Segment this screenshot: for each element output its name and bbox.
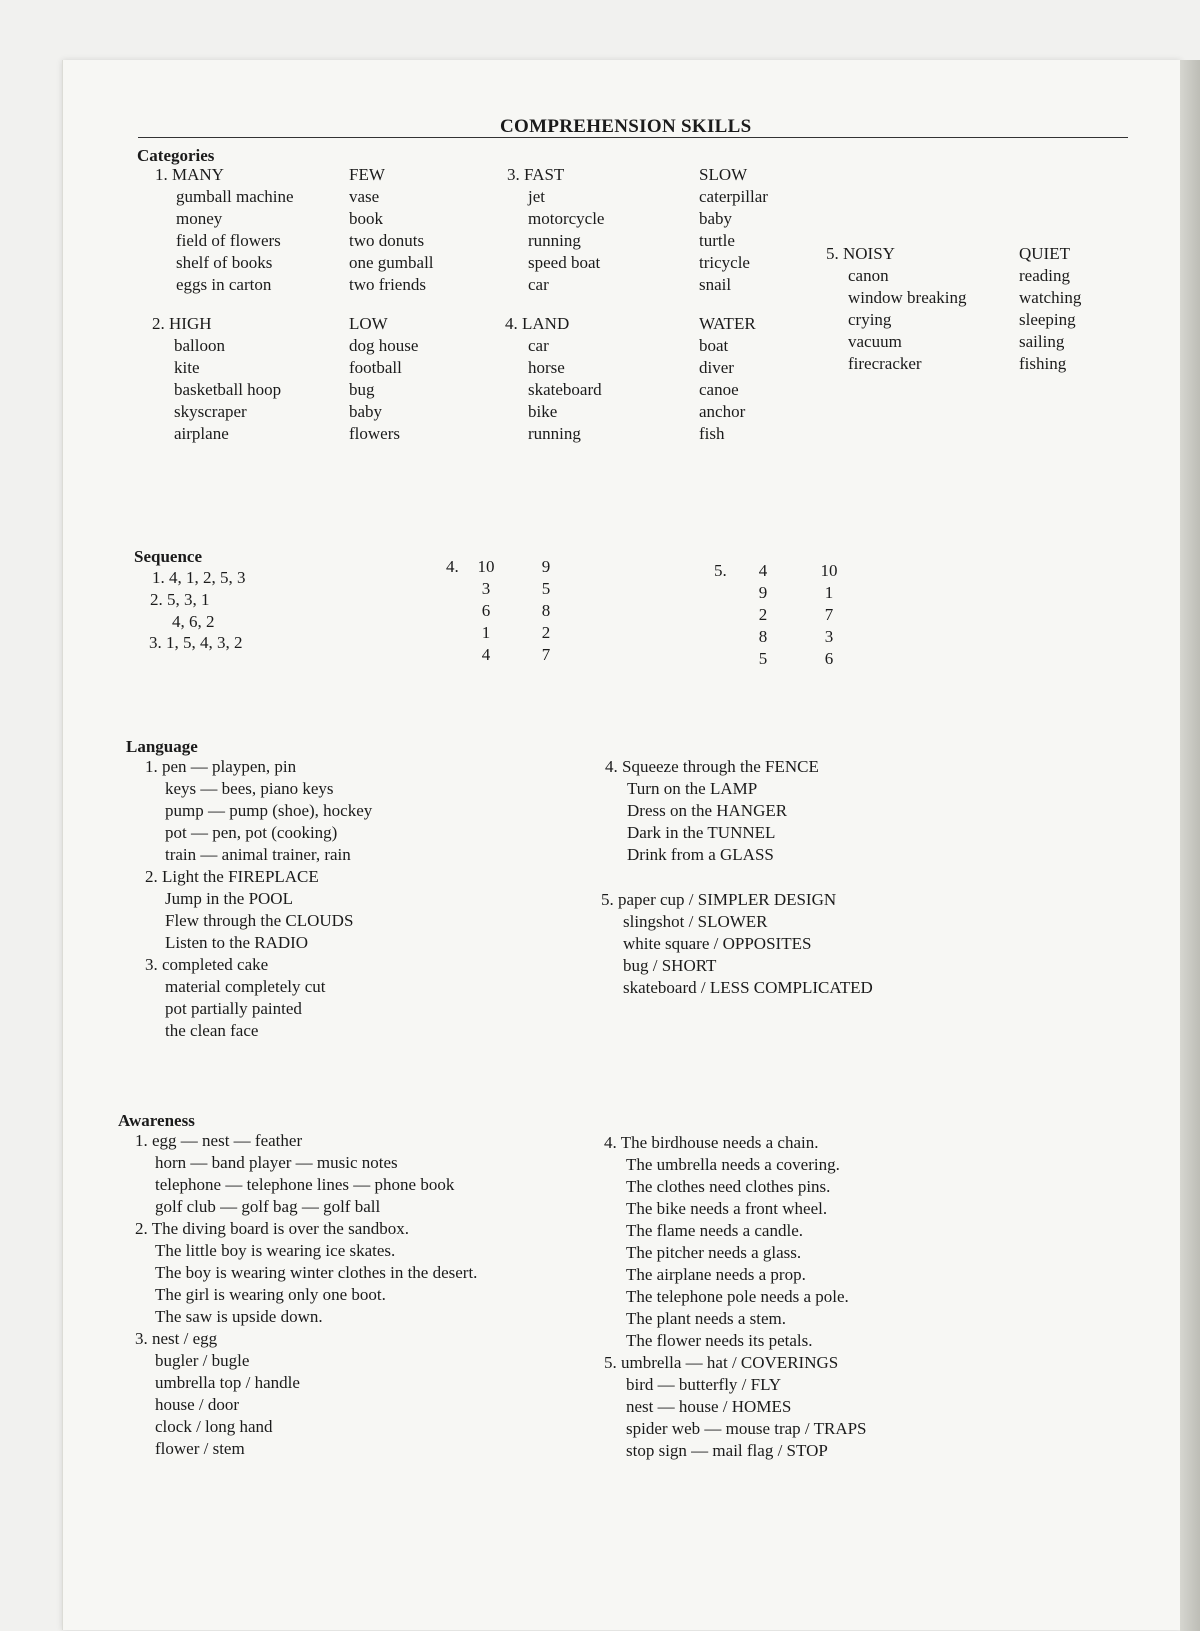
awareness-right-col-line: stop sign — mail flag / STOP xyxy=(626,1441,828,1460)
cat-col-few-line: one gumball xyxy=(349,253,434,272)
awareness-right-col xyxy=(604,1132,867,1462)
cat-col-water-line: anchor xyxy=(699,402,746,421)
cat-col-fast-line: jet xyxy=(528,187,545,206)
awareness-right-col-line: The airplane needs a prop. xyxy=(626,1265,806,1284)
sequence-4-col-b xyxy=(535,556,557,666)
cat-col-fast-line: car xyxy=(528,275,549,294)
cat-col-water-line: boat xyxy=(699,336,729,355)
cat-col-slow-line: turtle xyxy=(699,231,735,250)
cat-col-slow-line: baby xyxy=(699,209,733,228)
cat-col-land-line: car xyxy=(528,336,549,355)
cat-col-noisy-line: crying xyxy=(848,310,892,329)
awareness-left-col-line: 3. nest / egg xyxy=(135,1329,218,1348)
cat-col-fast-line: 3. FAST xyxy=(507,165,565,184)
language-left-col-line: 2. Light the FIREPLACE xyxy=(145,867,319,886)
sequence-5-label: 5. xyxy=(714,561,727,580)
cat-col-many-line: 1. MANY xyxy=(155,165,224,184)
awareness-left-col-line: 1. egg — nest — feather xyxy=(135,1131,303,1150)
sequence-5-col-a-line: 2 xyxy=(758,605,768,624)
cat-col-many-line: money xyxy=(176,209,223,228)
cat-col-slow-line: caterpillar xyxy=(699,187,768,206)
awareness-left-col-line: horn — band player — music notes xyxy=(155,1153,398,1172)
awareness-left-col-line: The little boy is wearing ice skates. xyxy=(155,1241,396,1260)
cat-col-quiet-line: fishing xyxy=(1019,354,1067,373)
sequence-heading: Sequence xyxy=(134,547,202,566)
language-left-col-line: Jump in the POOL xyxy=(165,889,293,908)
awareness-left-col-line: house / door xyxy=(155,1395,240,1414)
awareness-right-col-line: 5. umbrella — hat / COVERINGS xyxy=(604,1353,839,1372)
awareness-left-col-line: The saw is upside down. xyxy=(155,1307,323,1326)
language-left-col-line: keys — bees, piano keys xyxy=(165,779,334,798)
cat-col-high-line: skyscraper xyxy=(174,402,247,421)
cat-col-noisy xyxy=(826,243,967,375)
sequence-5-col-a-line: 9 xyxy=(758,583,768,602)
sequence-4-col-b-line: 2 xyxy=(541,623,551,642)
language-heading: Language xyxy=(126,737,198,756)
cat-col-low-line: dog house xyxy=(349,336,419,355)
awareness-right-col-line: The umbrella needs a covering. xyxy=(626,1155,840,1174)
sequence-line-1: 1. 4, 1, 2, 5, 3 xyxy=(152,568,246,587)
cat-col-high-line: basketball hoop xyxy=(174,380,282,399)
awareness-left-col xyxy=(135,1130,477,1460)
awareness-right-col-line: The bike needs a front wheel. xyxy=(626,1199,828,1218)
cat-col-high-line: kite xyxy=(174,358,200,377)
categories-heading: Categories xyxy=(137,146,215,165)
cat-col-water-line: WATER xyxy=(699,314,756,333)
awareness-right-col-line: The flame needs a candle. xyxy=(626,1221,803,1240)
cat-col-water-line: canoe xyxy=(699,380,739,399)
cat-col-slow-line: SLOW xyxy=(699,165,748,184)
cat-col-low xyxy=(349,313,418,445)
language-left-col-line: pump — pump (shoe), hockey xyxy=(165,801,373,820)
sequence-4-col-a-line: 1 xyxy=(481,623,491,642)
awareness-left-col-line: 2. The diving board is over the sandbox. xyxy=(135,1219,410,1238)
language-right-col-2-line: 5. paper cup / SIMPLER DESIGN xyxy=(601,890,837,909)
awareness-left-col-line: golf club — golf bag — golf ball xyxy=(155,1197,381,1216)
cat-col-fast-line: speed boat xyxy=(528,253,601,272)
sequence-4-label: 4. xyxy=(446,557,459,576)
sequence-4-col-b-line: 7 xyxy=(541,645,551,664)
awareness-right-col-line: The plant needs a stem. xyxy=(626,1309,787,1328)
awareness-left-col-line: telephone — telephone lines — phone book xyxy=(155,1175,455,1194)
cat-col-noisy-line: 5. NOISY xyxy=(826,244,895,263)
sequence-4-col-a xyxy=(475,556,497,666)
language-right-col-2-line: slingshot / SLOWER xyxy=(623,912,768,931)
language-right-col-2-line: bug / SHORT xyxy=(623,956,717,975)
cat-col-many-line: gumball machine xyxy=(176,187,294,206)
cat-col-noisy-line: vacuum xyxy=(848,332,902,351)
cat-col-slow xyxy=(699,164,768,296)
awareness-left-col-line: The girl is wearing only one boot. xyxy=(155,1285,386,1304)
cat-col-many-line: eggs in carton xyxy=(176,275,272,294)
cat-col-water xyxy=(699,313,756,445)
cat-col-quiet-line: sailing xyxy=(1019,332,1065,351)
language-left-col-line: material completely cut xyxy=(165,977,326,996)
sequence-line-2: 2. 5, 3, 1 xyxy=(150,590,210,609)
awareness-right-col-line: 4. The birdhouse needs a chain. xyxy=(604,1133,819,1152)
cat-col-few-line: two donuts xyxy=(349,231,425,250)
sequence-5-col-a xyxy=(752,560,774,670)
cat-col-quiet-line: watching xyxy=(1019,288,1082,307)
cat-col-high-line: 2. HIGH xyxy=(152,314,212,333)
cat-col-few-line: book xyxy=(349,209,383,228)
language-left-col-line: 1. pen — playpen, pin xyxy=(145,757,297,776)
cat-col-land xyxy=(505,313,602,445)
awareness-left-col-line: flower / stem xyxy=(155,1439,245,1458)
language-left-col-line: Listen to the RADIO xyxy=(165,933,309,952)
cat-col-low-line: bug xyxy=(349,380,375,399)
language-right-col-2 xyxy=(601,889,873,999)
cat-col-water-line: fish xyxy=(699,424,725,443)
cat-col-noisy-line: canon xyxy=(848,266,889,285)
sequence-line-3: 4, 6, 2 xyxy=(172,612,215,631)
awareness-left-col-line: The boy is wearing winter clothes in the desert. xyxy=(155,1263,478,1282)
title-rule xyxy=(138,137,1128,138)
cat-col-land-line: horse xyxy=(528,358,565,377)
awareness-right-col-line: The clothes need clothes pins. xyxy=(626,1177,831,1196)
cat-col-slow-line: tricycle xyxy=(699,253,750,272)
cat-col-many-line: shelf of books xyxy=(176,253,273,272)
page-title: COMPREHENSION SKILLS xyxy=(500,116,752,137)
cat-col-noisy-line: window breaking xyxy=(848,288,967,307)
sequence-5-col-a-line: 8 xyxy=(758,627,768,646)
cat-col-few-line: FEW xyxy=(349,165,385,184)
awareness-left-col-line: umbrella top / handle xyxy=(155,1373,300,1392)
cat-col-quiet xyxy=(1019,243,1081,375)
cat-col-slow-line: snail xyxy=(699,275,732,294)
cat-col-few-line: vase xyxy=(349,187,380,206)
sequence-5-col-b xyxy=(818,560,840,670)
language-right-col-2-line: skateboard / LESS COMPLICATED xyxy=(623,978,873,997)
sequence-5-col-b-line: 10 xyxy=(820,561,838,580)
awareness-right-col-line: nest — house / HOMES xyxy=(626,1397,792,1416)
language-right-col-1 xyxy=(605,756,819,866)
language-left-col-line: 3. completed cake xyxy=(145,955,269,974)
language-left-col-line: the clean face xyxy=(165,1021,259,1040)
cat-col-land-line: 4. LAND xyxy=(505,314,570,333)
cat-col-fast xyxy=(507,164,604,296)
awareness-right-col-line: The telephone pole needs a pole. xyxy=(626,1287,849,1306)
cat-col-quiet-line: reading xyxy=(1019,266,1070,285)
sequence-5-col-a-line: 4 xyxy=(758,561,768,580)
language-right-col-1-line: Drink from a GLASS xyxy=(627,845,774,864)
cat-col-high-line: airplane xyxy=(174,424,229,443)
sequence-4-col-a-line: 4 xyxy=(481,645,491,664)
sequence-4-col-b-line: 9 xyxy=(541,557,551,576)
cat-col-fast-line: motorcycle xyxy=(528,209,605,228)
sequence-4-col-a-line: 6 xyxy=(481,601,491,620)
sequence-line-4: 3. 1, 5, 4, 3, 2 xyxy=(149,633,243,652)
cat-col-land-line: bike xyxy=(528,402,558,421)
language-right-col-2-line: white square / OPPOSITES xyxy=(623,934,812,953)
sequence-5-col-b-line: 3 xyxy=(824,627,834,646)
cat-col-many xyxy=(155,164,294,296)
cat-col-low-line: baby xyxy=(349,402,383,421)
cat-col-high-line: balloon xyxy=(174,336,225,355)
sequence-4-col-a-line: 10 xyxy=(477,557,495,576)
sequence-5-col-b-line: 6 xyxy=(824,649,834,668)
cat-col-land-line: running xyxy=(528,424,581,443)
cat-col-low-line: football xyxy=(349,358,402,377)
cat-col-noisy-line: firecracker xyxy=(848,354,922,373)
cat-col-low-line: flowers xyxy=(349,424,400,443)
awareness-right-col-line: The pitcher needs a glass. xyxy=(626,1243,802,1262)
awareness-heading: Awareness xyxy=(118,1111,195,1130)
language-left-col-line: train — animal trainer, rain xyxy=(165,845,351,864)
language-right-col-1-line: 4. Squeeze through the FENCE xyxy=(605,757,819,776)
awareness-right-col-line: The flower needs its petals. xyxy=(626,1331,813,1350)
sequence-5-col-a-line: 5 xyxy=(758,649,768,668)
cat-col-few-line: two friends xyxy=(349,275,426,294)
sequence-5-col-b-line: 7 xyxy=(824,605,834,624)
cat-col-few xyxy=(349,164,434,296)
sequence-4-col-a-line: 3 xyxy=(481,579,491,598)
language-left-col-line: pot — pen, pot (cooking) xyxy=(165,823,338,842)
awareness-left-col-line: clock / long hand xyxy=(155,1417,273,1436)
awareness-right-col-line: bird — butterfly / FLY xyxy=(626,1375,782,1394)
awareness-left-col-line: bugler / bugle xyxy=(155,1351,250,1370)
awareness-right-col-line: spider web — mouse trap / TRAPS xyxy=(626,1419,867,1438)
language-right-col-1-line: Dress on the HANGER xyxy=(627,801,788,820)
sequence-4-col-b-line: 5 xyxy=(541,579,551,598)
cat-col-high xyxy=(152,313,281,445)
language-left-col-line: Flew through the CLOUDS xyxy=(165,911,354,930)
cat-col-low-line: LOW xyxy=(349,314,388,333)
cat-col-water-line: diver xyxy=(699,358,734,377)
language-right-col-1-line: Dark in the TUNNEL xyxy=(627,823,776,842)
page-edge xyxy=(1180,60,1200,1631)
language-left-col-line: pot partially painted xyxy=(165,999,302,1018)
sequence-4-col-b-line: 8 xyxy=(541,601,551,620)
cat-col-land-line: skateboard xyxy=(528,380,602,399)
language-left-col xyxy=(145,756,372,1042)
language-right-col-1-line: Turn on the LAMP xyxy=(627,779,758,798)
cat-col-fast-line: running xyxy=(528,231,581,250)
cat-col-quiet-line: sleeping xyxy=(1019,310,1076,329)
cat-col-quiet-line: QUIET xyxy=(1019,244,1070,263)
sequence-5-col-b-line: 1 xyxy=(824,583,834,602)
cat-col-many-line: field of flowers xyxy=(176,231,281,250)
